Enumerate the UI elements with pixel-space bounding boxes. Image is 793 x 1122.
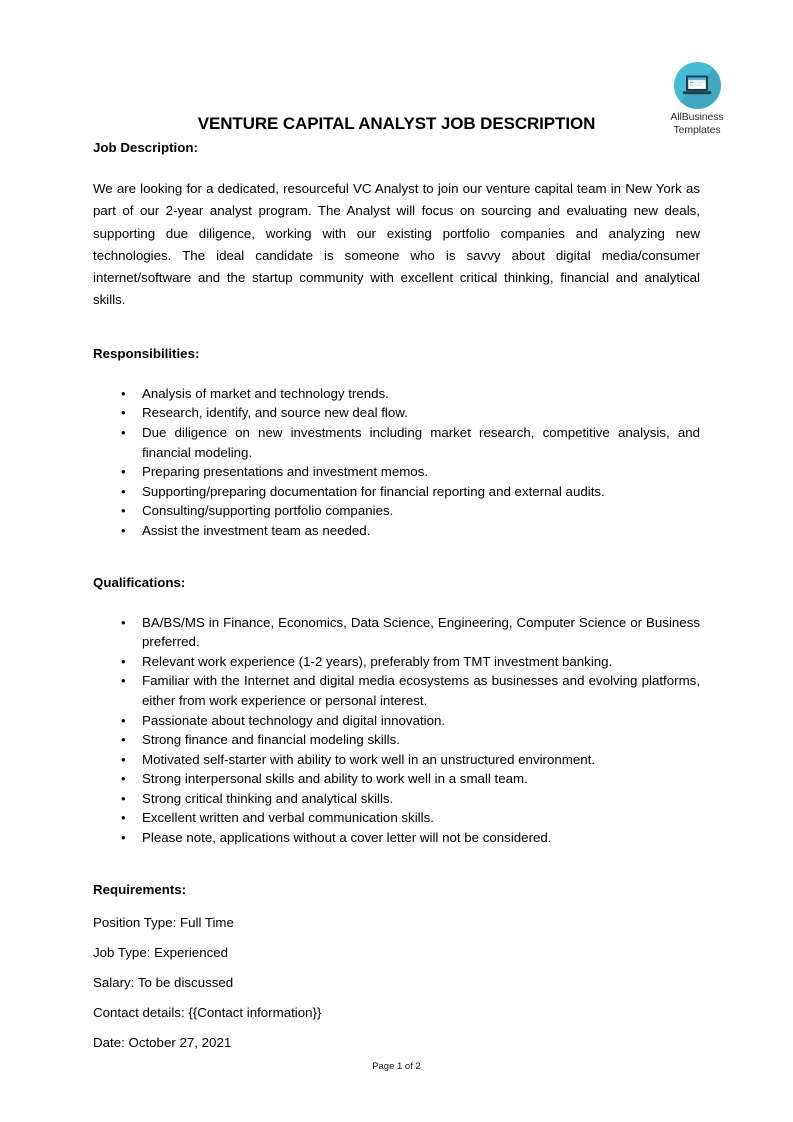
list-item-text: • Please note, applications without a cover letter will not be considered. [142,830,552,846]
logo-text-line2: Templates [673,123,721,136]
list-item [93,501,700,521]
qualifications-heading: Qualifications: [93,574,186,590]
document-body [93,138,700,1058]
list-item-text: • Preparing presentations and investment memos. [142,464,429,480]
laptop-icon [682,74,712,98]
requirements-heading: Requirements: [93,881,187,897]
list-item [93,750,700,770]
responsibilities-heading: Responsibilities: [93,345,200,361]
requirement-job-type: Job Type: Experienced [93,944,229,960]
requirement-date: Date: October 27, 2021 [93,1034,232,1050]
list-item-text: • Passionate about technology and digital innovation. [142,712,446,728]
list-item [93,482,700,502]
list-item-text: • Due diligence on new investments including market research, competitive analysis, and financial modeling. [142,424,700,460]
list-item [93,613,700,652]
list-item [93,808,700,828]
job-description-paragraph: We are looking for a dedicated, resourceful VC Analyst to join our venture capital team in New York as part of our 2-year analyst program. The Analyst will focus on sourcing and evaluating new deals, supporting due diligence, working with our existing portfolio companies and analyzing new technologies. The ideal candidate is someone who is savvy about digital media/consumer internet/software and the startup community with excellent critical thinking, financial and analytical skills. [93,181,700,308]
list-item [93,769,700,789]
list-item-text: • Strong interpersonal skills and ability to work well in a small team. [142,771,528,787]
list-item-text: • Excellent written and verbal communication skills. [142,810,434,826]
logo-circle [674,62,721,109]
list-item-text: • Supporting/preparing documentation for financial reporting and external audits. [142,483,605,499]
job-description-heading: Job Description: [93,140,198,155]
list-item-text: • Research, identify, and source new deal flow. [142,405,408,421]
list-item-text: • Familiar with the Internet and digital media ecosystems as businesses and evolving platforms, either from work experience or personal interest. [142,673,700,708]
responsibilities-list [93,384,700,541]
list-item-text: • Relevant work experience (1-2 years), preferably from TMT investment banking. [142,653,613,669]
logo-text-line1: AllBusiness [670,111,724,123]
requirement-position-type: Position Type: Full Time [93,914,234,930]
list-item-text: • Strong critical thinking and analytical skills. [142,790,394,806]
list-item [93,828,700,848]
requirement-salary: Salary: To be discussed [93,974,234,990]
list-item-text: • Motivated self-starter with ability to work well in an unstructured environment. [142,751,596,767]
list-item [93,789,700,809]
list-item-text: • Consulting/supporting portfolio companies. [142,503,394,519]
list-item [93,423,700,462]
requirement-contact-details: Contact details: {{Contact information}} [93,1004,322,1020]
list-item [93,730,700,750]
list-item [93,671,700,710]
list-item [93,521,700,541]
list-item [93,462,700,482]
list-item [93,403,700,423]
page-title: VENTURE CAPITAL ANALYST JOB DESCRIPTION [197,114,596,133]
list-item [93,652,700,672]
list-item [93,384,700,404]
list-item-text: • Strong finance and financial modeling skills. [142,732,400,748]
qualifications-list [93,613,700,848]
page-footer: Page 1 of 2 [372,1061,421,1072]
list-item-text: • Analysis of market and technology trends. [142,385,389,401]
list-item-text: • Assist the investment team as needed. [142,522,371,538]
list-item-text: • BA/BS/MS in Finance, Economics, Data Science, Engineering, Computer Science or Business preferred. [142,614,700,650]
list-item [93,711,700,731]
